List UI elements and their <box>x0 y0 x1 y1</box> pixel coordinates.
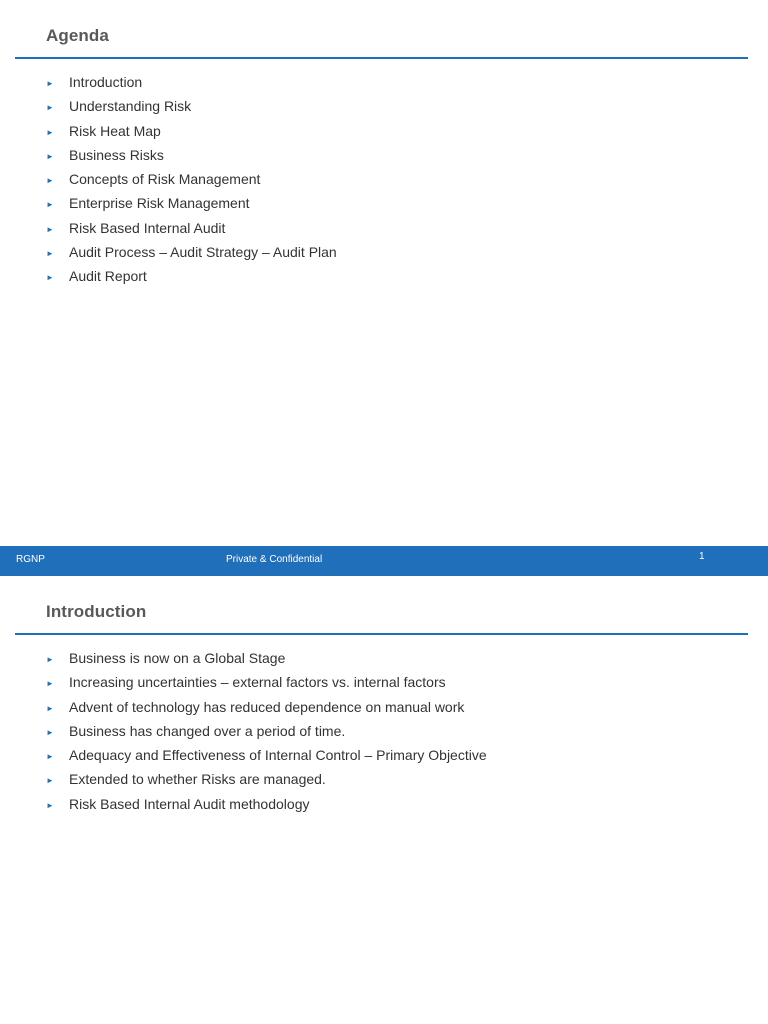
list-item-text: Audit Report <box>69 268 147 285</box>
list-item-text: Extended to whether Risks are managed. <box>69 771 326 788</box>
list-item-text: Business Risks <box>69 146 164 163</box>
triangle-right-icon: ► <box>46 679 54 689</box>
triangle-right-icon: ► <box>46 79 54 88</box>
triangle-right-icon: ► <box>46 727 54 737</box>
list-item-text: Risk Heat Map <box>69 122 161 139</box>
triangle-right-icon: ► <box>46 752 54 762</box>
slide-title: Agenda <box>46 26 109 45</box>
triangle-right-icon: ► <box>46 776 54 786</box>
triangle-right-icon: ► <box>46 273 54 283</box>
page-number: 1 <box>699 551 705 562</box>
slide-footer <box>0 546 768 576</box>
slide-title: Introduction <box>46 602 147 621</box>
triangle-right-icon: ► <box>46 200 54 210</box>
triangle-right-icon: ► <box>46 249 54 259</box>
triangle-right-icon: ► <box>46 103 54 113</box>
triangle-right-icon: ► <box>46 176 54 186</box>
list-item-text: Concepts of Risk Management <box>69 171 261 188</box>
list-item-text: Increasing uncertainties – external factors vs. internal factors <box>69 674 446 691</box>
list-item-text: Adequacy and Effectiveness of Internal Control – Primary Objective <box>69 747 487 764</box>
footer-confidentiality: Private & Confidential <box>226 554 323 565</box>
list-item-text: Risk Based Internal Audit <box>69 219 226 236</box>
triangle-right-icon: ► <box>46 800 54 810</box>
list-item-text: Advent of technology has reduced dependence on manual work <box>69 698 465 715</box>
triangle-right-icon: ► <box>46 127 54 137</box>
list-item-text: Enterprise Risk Management <box>69 195 250 212</box>
footer-company: RGNP <box>16 554 45 565</box>
title-divider <box>15 633 748 635</box>
triangle-right-icon: ► <box>46 151 54 161</box>
list-item-text: Business has changed over a period of time. <box>69 722 346 739</box>
list-item-text: Risk Based Internal Audit methodology <box>69 795 310 812</box>
list-item-text: Audit Process – Audit Strategy – Audit Plan <box>69 244 337 261</box>
list-item-text: Understanding Risk <box>69 98 192 115</box>
title-divider <box>15 57 748 59</box>
list-item-text: Business is now on a Global Stage <box>69 650 286 666</box>
triangle-right-icon: ► <box>46 224 54 234</box>
list-item-text: Introduction <box>69 74 143 90</box>
triangle-right-icon: ► <box>46 703 54 713</box>
triangle-right-icon: ► <box>46 655 54 664</box>
slide-introduction <box>0 576 768 1024</box>
